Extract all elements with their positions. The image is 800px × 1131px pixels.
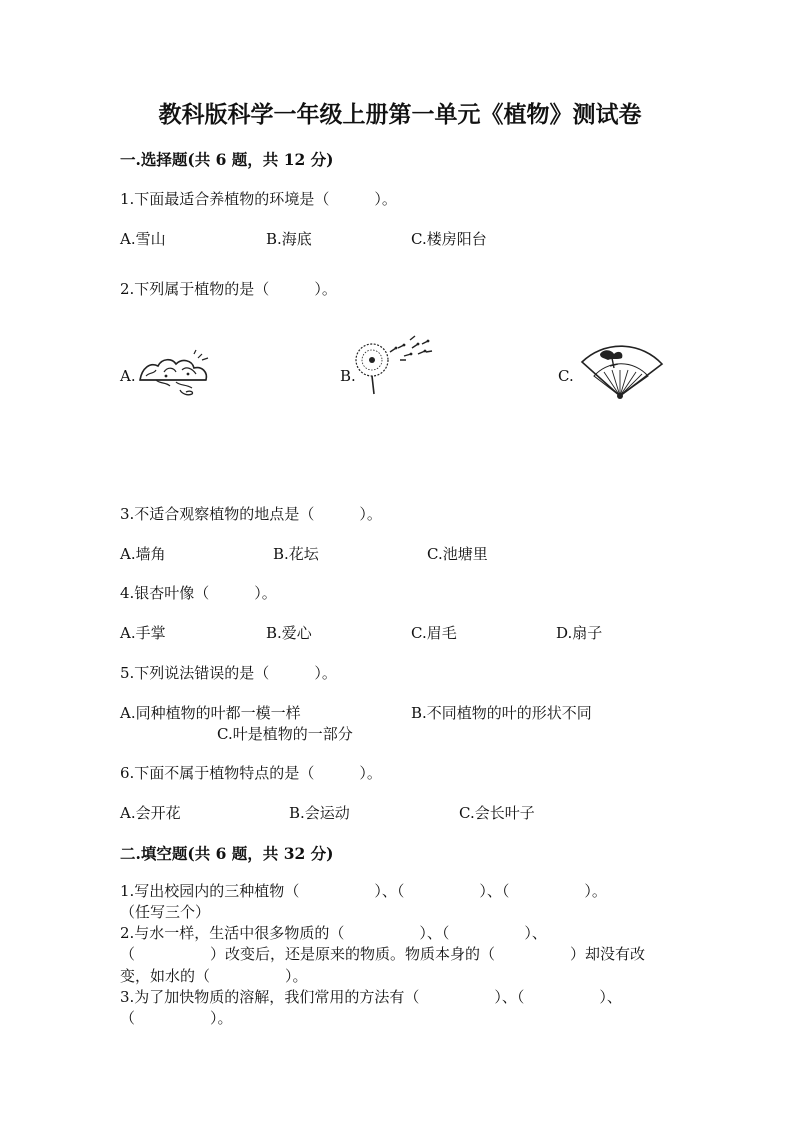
fill-question-2-line-1: 2.与水一样，生活中很多物质的（ ）、（ ）、	[120, 924, 547, 942]
page-title: 教科版科学一年级上册第一单元《植物》测试卷	[158, 101, 642, 128]
question-4-option-b: B.爱心	[266, 624, 312, 642]
question-4-option-a: A.手掌	[120, 624, 166, 642]
fill-question-2-line-2: （ ）改变后，还是原来的物质。物质本身的（ ）却没有改	[120, 945, 646, 963]
question-4-option-c: C.眉毛	[411, 624, 457, 642]
question-2-option-a: A.	[120, 367, 136, 385]
question-2-option-c: C.	[558, 367, 574, 385]
folding-fan-icon	[578, 340, 668, 402]
question-6-option-c: C.会长叶子	[459, 804, 535, 822]
question-2-option-b: B.	[340, 367, 356, 385]
question-6-option-b: B.会运动	[289, 804, 350, 822]
fill-question-3-line-1: 3.为了加快物质的溶解，我们常用的方法有（ ）、（ ）、	[120, 988, 622, 1006]
question-6-option-a: A.会开花	[120, 804, 181, 822]
question-3-option-b: B.花坛	[273, 545, 319, 563]
question-5-option-b: B.不同植物的叶的形状不同	[411, 704, 592, 722]
moss-rock-icon	[136, 346, 216, 402]
question-3-option-a: A.墙角	[120, 545, 166, 563]
section-heading-fill-in: 二.填空题(共 6 题，共 32 分)	[120, 844, 334, 863]
fill-question-1-line-1: 1.写出校园内的三种植物（ ）、（ ）、（ ）。	[120, 882, 607, 900]
fill-question-2-line-3: 变，如水的（ ）。	[120, 967, 308, 985]
question-1-option-c: C.楼房阳台	[411, 230, 487, 248]
question-4-stem: 4.银杏叶像（ ）。	[120, 584, 277, 602]
question-5-option-c: C.叶是植物的一部分	[217, 725, 353, 743]
question-1-stem: 1.下面最适合养植物的环境是（ ）。	[120, 190, 397, 208]
fill-question-3-line-2: （ ）。	[120, 1009, 233, 1027]
question-3-stem: 3.不适合观察植物的地点是（ ）。	[120, 505, 382, 523]
question-3-option-c: C.池塘里	[427, 545, 488, 563]
question-4-option-d: D.扇子	[556, 624, 603, 642]
question-5-stem: 5.下列说法错误的是（ ）。	[120, 664, 337, 682]
question-5-option-a: A.同种植物的叶都一模一样	[120, 704, 301, 722]
question-6-stem: 6.下面不属于植物特点的是（ ）。	[120, 764, 382, 782]
fill-question-1-line-2: （任写三个）	[120, 903, 211, 921]
question-1-option-a: A.雪山	[120, 230, 166, 248]
section-heading-choice: 一.选择题(共 6 题，共 12 分)	[120, 150, 334, 169]
dandelion-icon	[352, 330, 442, 396]
question-1-option-b: B.海底	[266, 230, 312, 248]
question-2-stem: 2.下列属于植物的是（ ）。	[120, 280, 337, 298]
